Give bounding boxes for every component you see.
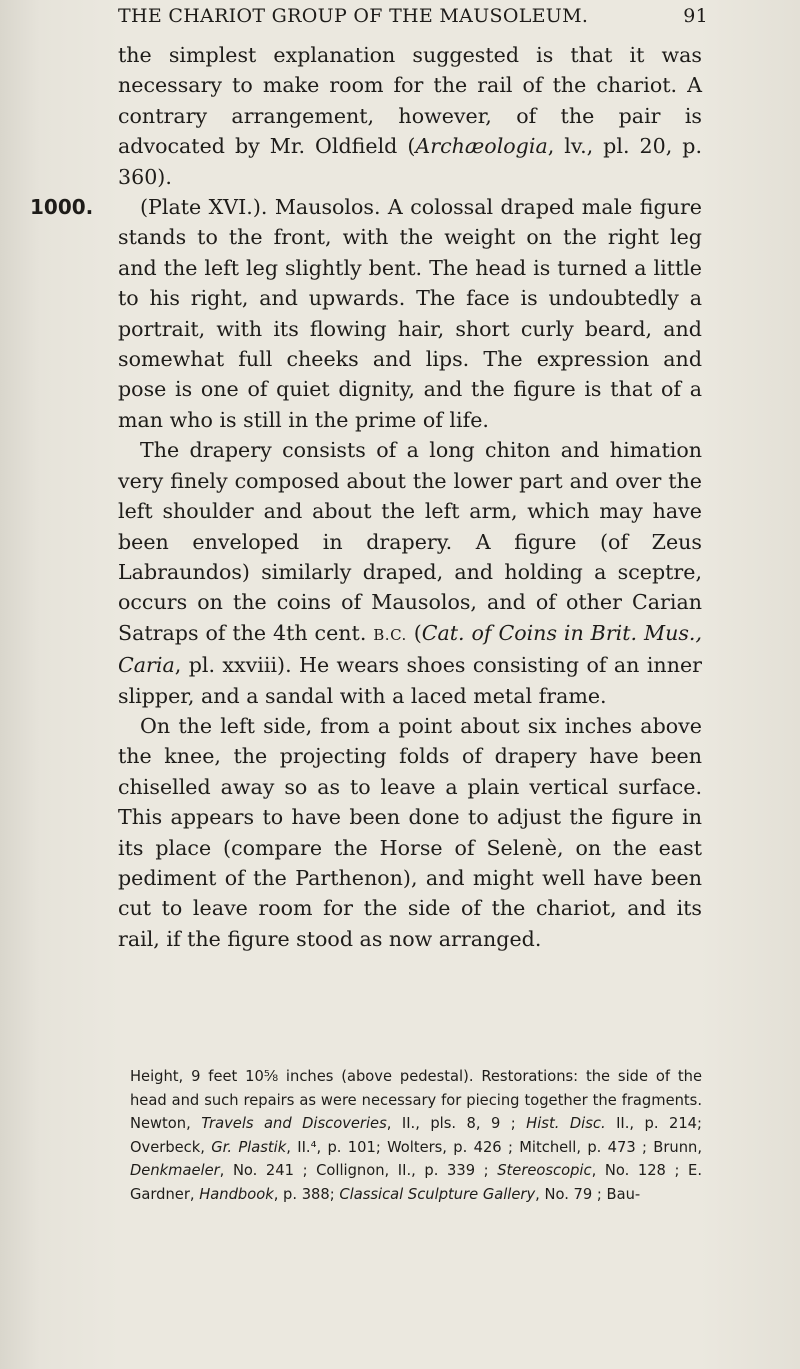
page-number: 91: [683, 5, 708, 27]
footnote-ref-hist-disc: Hist. Disc.: [526, 1115, 606, 1132]
footnote: Height, 9 feet 10⅝ inches (above pedestal). Restorations: the side of the head and such repairs as were necessary for piecing together the fragments. Newton, Travels and Discoveries, II., pls. 8, 9 ; Hist. Disc. II., p. 214; Overbeck, Gr. Plastik, II.⁴, p. 101; Wolters, p. 426 ; Mitchell, p. 473 ; Brunn, Denkmaeler, No. 241 ; Collignon, II., p. 339 ; Stereoscopic, No. 128 ; E. Gardner, Handbook, p. 388; Classical Sculpture Gallery, No. 79 ; Bau-: [130, 1068, 702, 1203]
running-head: [118, 5, 708, 27]
body-text: [30, 40, 702, 954]
entry-1000-paragraph: 1000. (Plate XVI.). Mausolos. A colossal draped male figure stands to the front, with the weight on the right leg and the left leg slightly bent. The head is turned a little to his right, and upwards. The face is undoubtedly a portrait, with its flowing hair, short curly beard, and somewhat full cheeks and lips. The expression and pose is one of quiet dignity, and the figure is that of a man who is still in the prime of life.: [118, 192, 702, 435]
footnote-ref-denkmaeler: Denkmaeler: [130, 1162, 220, 1179]
drapery-paragraph: The drapery consists of a long chiton and himation very finely composed about the lower part and over the left shoulder and about the left arm, which may have been enveloped in drapery. A figure (of Zeus Labraundos) similarly draped, and holding a sceptre, occurs on the coins of Mausolos, and of other Carian Satraps of the 4th cent. B.C. (Cat. of Coins in Brit. Mus., Caria, pl. xxviii). He wears shoes consisting of an inner slipper, and a sandal with a laced metal frame.: [118, 438, 702, 708]
footnote-ref-handbook: Handbook: [199, 1185, 274, 1203]
continuation-paragraph: the simplest explanation suggested is that it was necessary to make room for the rail of the chariot. A contrary arrangement, however, of the pair is advocated by Mr. Oldfield (Archæologia, lv., pl. 20, p. 360).: [118, 43, 702, 189]
entry-number: 1000.: [30, 195, 94, 220]
coins-catalogue-reference: Cat. of Coins in Brit. Mus., Caria: [118, 620, 702, 678]
left-side-paragraph: On the left side, from a point about six inches above the knee, the projecting folds of drapery have been chiselled away so as to leave a plain vertical surface. This appears to have been done to adjust the figure in its place (compare the Horse of Selenè, on the east pediment of the Parthenon), and might well have been cut to leave room for the side of the chariot, and its rail, if the figure stood as now arranged.: [118, 713, 702, 951]
bc-abbreviation: B.C.: [373, 625, 407, 644]
footnote-ref-classical-sculpture: Classical Sculpture Gallery: [339, 1185, 536, 1203]
archaeologia-reference: Archæologia: [415, 134, 548, 159]
footnote-ref-gr-plastik: Gr. Plastik: [211, 1138, 287, 1156]
footnote-ref-stereoscopic: Stereoscopic: [497, 1162, 592, 1179]
running-title: THE CHARIOT GROUP OF THE MAUSOLEUM.: [118, 5, 589, 27]
footnote-ref-travels: Travels and Discoveries: [201, 1115, 387, 1132]
